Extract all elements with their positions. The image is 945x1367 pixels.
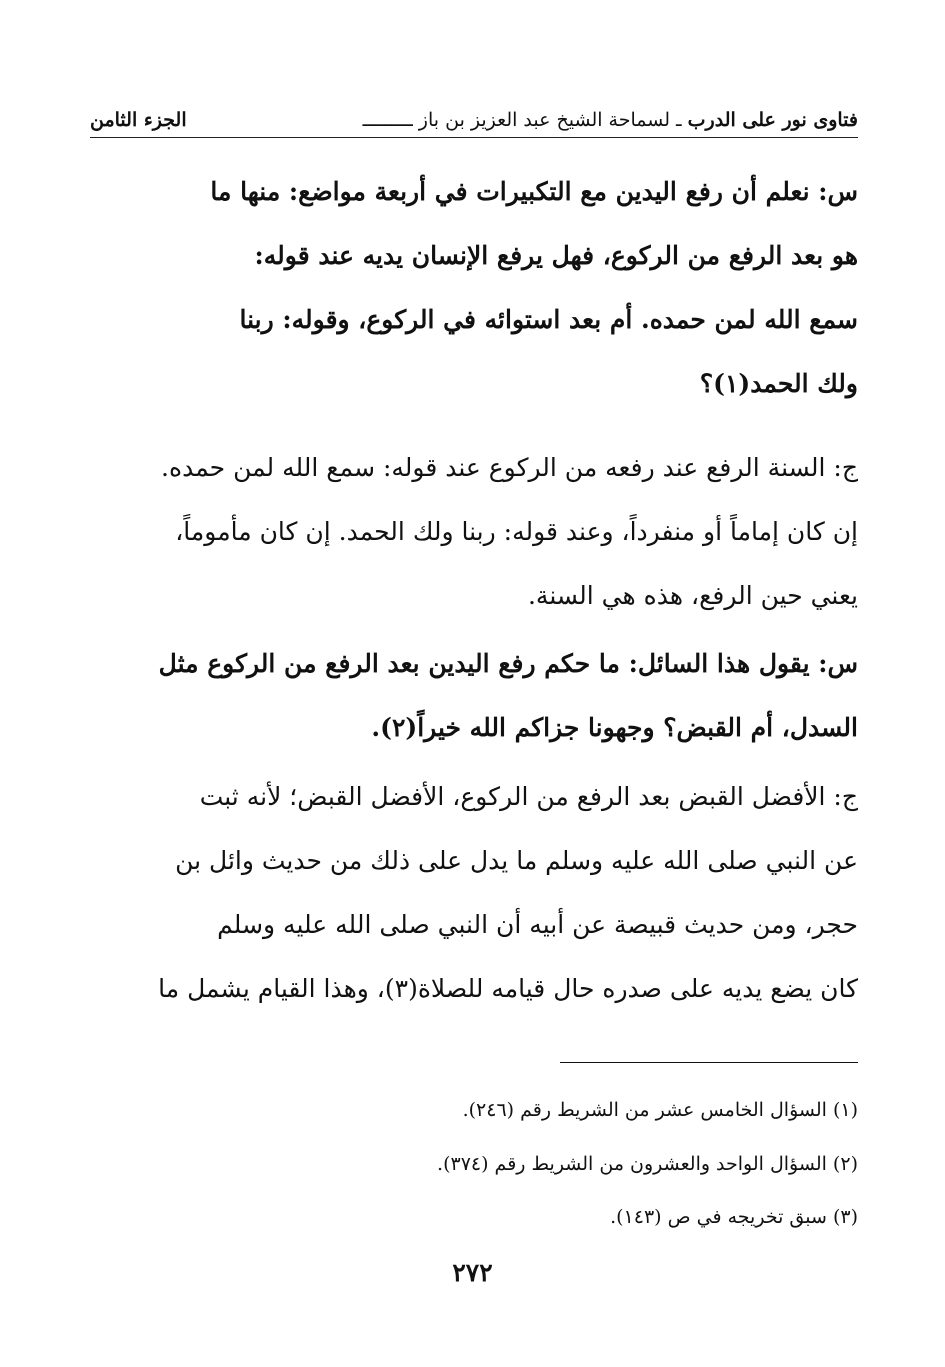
footnote-separator xyxy=(560,1062,858,1063)
text-line: إن كان إماماً أو منفرداً، وعند قوله: ربنا ولك الحمد. إن كان مأموماً، xyxy=(175,517,858,546)
header-author: ـ لسماحة الشيخ عبد العزيز بن باز ـــــــــ xyxy=(362,109,682,131)
footnote-1: (١) السؤال الخامس عشر من الشريط رقم (٢٤٦). xyxy=(462,1099,858,1121)
running-header xyxy=(90,103,858,138)
text-line: يعني حين الرفع، هذه هي السنة. xyxy=(527,581,858,610)
text-line: السدل، أم القبض؟ وجهونا جزاكم الله خيراً(٢). xyxy=(371,713,858,742)
text-line: حجر، ومن حديث قبيصة عن أبيه أن النبي صلى الله عليه وسلم xyxy=(217,910,858,939)
text-line: هو بعد الرفع من الركوع، فهل يرفع الإنسان يديه عند قوله: xyxy=(254,241,858,270)
text-line: س: يقول هذا السائل: ما حكم رفع اليدين بعد الرفع من الركوع مثل xyxy=(158,649,858,678)
text-line: س: نعلم أن رفع اليدين مع التكبيرات في أربعة مواضع: منها ما xyxy=(210,177,858,206)
text-line: عن النبي صلى الله عليه وسلم ما يدل على ذلك من حديث وائل بن xyxy=(175,846,858,875)
question-1 xyxy=(90,160,858,416)
text-line: سمع الله لمن حمده. أم بعد استوائه في الركوع، وقوله: ربنا xyxy=(239,305,858,334)
text-line: ج: السنة الرفع عند رفعه من الركوع عند قوله: سمع الله لمن حمده. xyxy=(161,453,858,482)
footnote-2: (٢) السؤال الواحد والعشرون من الشريط رقم (٣٧٤). xyxy=(437,1153,858,1175)
answer-2 xyxy=(90,765,858,1021)
answer-1 xyxy=(90,436,858,628)
page-number: ٢٧٢ xyxy=(452,1258,493,1287)
text-line: ج: الأفضل القبض بعد الرفع من الركوع، الأفضل القبض؛ لأنه ثبت xyxy=(199,782,858,811)
text-line: كان يضع يديه على صدره حال قيامه للصلاة(٣)، وهذا القيام يشمل ما xyxy=(158,974,858,1003)
question-2 xyxy=(90,632,858,760)
header-book-title: فتاوى نور على الدرب xyxy=(687,109,858,131)
header-volume: الجزء الثامن xyxy=(90,109,187,131)
footnote-3: (٣) سبق تخريجه في ص (١٤٣). xyxy=(610,1206,858,1228)
text-line: ولك الحمد(١)؟ xyxy=(699,369,858,398)
